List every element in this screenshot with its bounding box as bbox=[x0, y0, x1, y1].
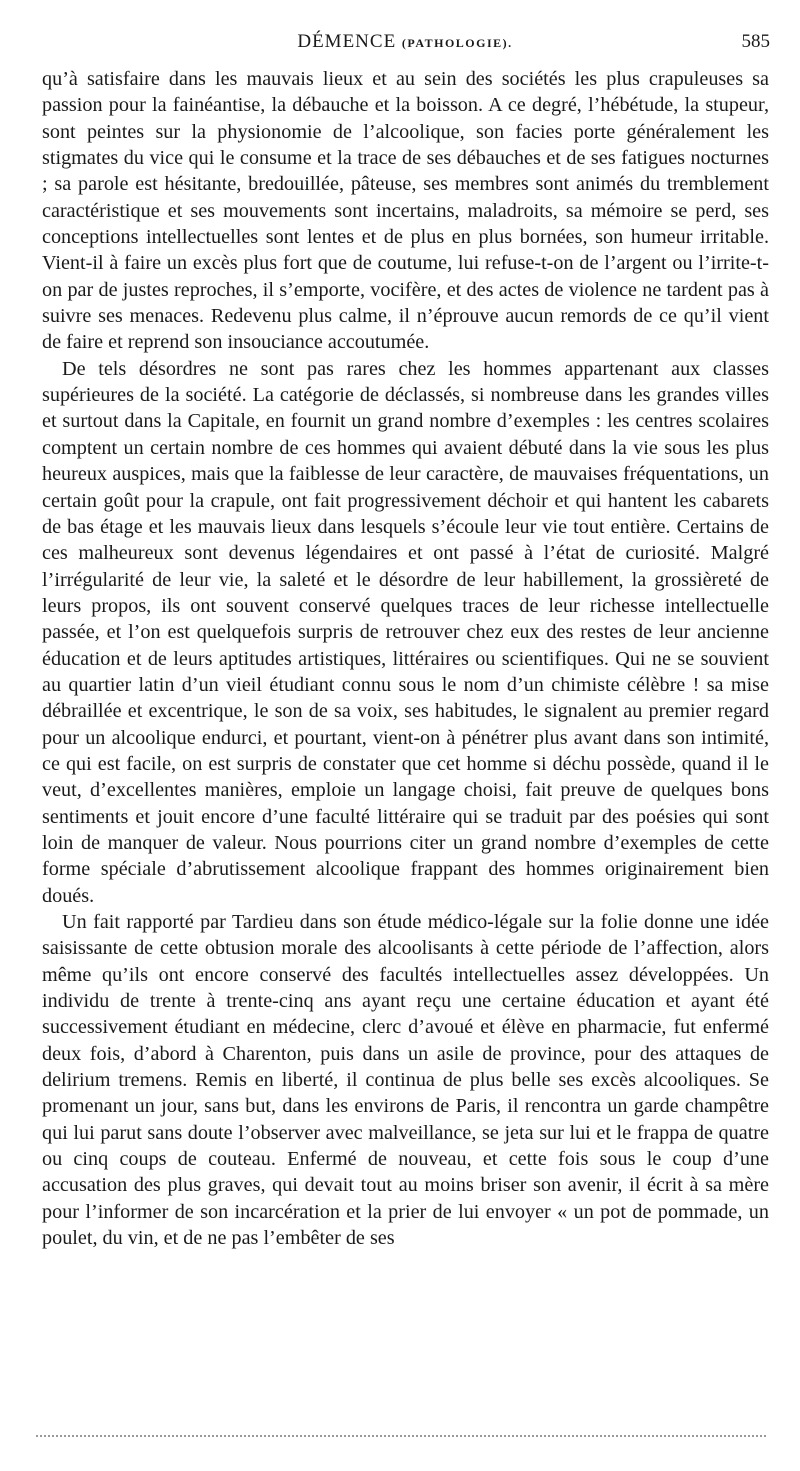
header-subtitle: (PATHOLOGIE). bbox=[401, 36, 513, 50]
paragraph-1: qu’à satisfaire dans les mauvais lieux et au sein des sociétés les plus crapuleuses sa passion pour la fainéantise, la débauche et la boisson. A ce degré, l’hébétude, la stupeur, sont peintes sur la physionomie de l’alcoolique, son facies porte généralement les stigmates du vice qui le consume et la trace de ses débauches et de ses fatigues nocturnes ; sa parole est hésitante, bredouillée, pâteuse, ses membres sont animés du tremblement caractéristique et ses mouvements sont incertains, maladroits, sa mémoire se perd, ses conceptions intellectuelles sont lentes et de plus en plus bornées, son humeur irritable. Vient-il à faire un excès plus fort que de coutume, lui refuse-t-on de l’argent ou l’irrite-t-on par de justes reproches, il s’emporte, vocifère, et des actes de violence ne tardent pas à suivre ses menaces. Redevenu plus calme, il n’éprouve aucun remords de ce qu’il vient de faire et reprend son insouciance accoutumée. bbox=[42, 68, 769, 354]
paragraph-2: De tels désordres ne sont pas rares chez les hommes appartenant aux classes supérieures de la société. La catégorie de déclassés, si nombreuse dans les grandes villes et surtout dans la Capitale, en fournit un grand nombre d’exemples : les centres scolaires comptent un certain nombre de ces hommes qui avaient débuté dans la vie sous les plus heureux auspices, mais que la faiblesse de leur caractère, de mauvaises fréquentations, un certain goût pour la crapule, ont fait progressivement déchoir et qui hantent les cabarets de bas étage et les mauvais lieux dans lesquels s’écoule leur vie tout entière. Certains de ces malheureux sont devenus légendaires et ont passé à l’état de curiosité. Malgré l’irrégularité de leur vie, la saleté et le désordre de leur habillement, la grossièreté de leurs propos, ils ont souvent conservé quelques traces de leur richesse intellectuelle passée, et l’on est quelquefois surpris de retrouver chez eux des restes de leur ancienne éducation et de leurs aptitudes artistiques, littéraires ou scientifiques. Qui ne se souvient au quartier latin d’un vieil étudiant connu sous le nom d’un chimiste célèbre ! sa mise débraillée et excentrique, le son de sa voix, ses habitudes, le signalent au premier regard pour un alcoolique endurci, et pourtant, vient-on à pénétrer plus avant dans son intimité, ce qui est facile, on est surpris de constater que cet homme si déchu possède, quand il le veut, d’excellentes manières, emploie un langage choisi, fait preuve de quelques bons sentiments et jouit encore d’une faculté littéraire qui se traduit par des poésies qui sont loin de manquer de valeur. Nous pourrions citer un grand nombre d’exemples de cette forme spéciale d’abrutissement alcoolique frappant des hommes originairement bien doués. bbox=[42, 357, 769, 907]
running-head bbox=[40, 30, 770, 54]
header-title: DÉMENCE bbox=[297, 31, 397, 52]
footer-divider bbox=[36, 1435, 766, 1439]
paragraph-3: Un fait rapporté par Tardieu dans son étude médico-légale sur la folie donne une idée saisissante de cette obtusion morale des alcoolisants à cette période de l’affection, alors même qu’ils ont encore conservé des facultés intellectuelles assez développées. Un individu de trente à trente-cinq ans ayant reçu une certaine éducation et ayant été successivement étudiant en médecine, clerc d’avoué et élève en pharmacie, fut enfermé deux fois, d’abord à Charenton, puis dans un asile de province, pour des attaques de delirium tremens. Remis en liberté, il continua de plus belle ses excès alcooliques. Se promenant un jour, sans but, dans les environs de Paris, il rencontra un garde champêtre qui lui parut sans doute l’observer avec malveillance, se jeta sur lui et le frappa de quatre ou cinq coups de couteau. Enfermé de nouveau, et cette fois sous le coup d’une accusation des plus graves, qui devait tout au moins briser son avenir, il écrit à sa mère pour l’informer de son incarcération et la prier de lui envoyer « un pot de pommade, un poulet, du vin, et de ne pas l’embêter de ses bbox=[42, 911, 769, 1250]
body-text bbox=[42, 66, 769, 1251]
page-number: 585 bbox=[741, 31, 770, 52]
running-title bbox=[40, 30, 770, 55]
